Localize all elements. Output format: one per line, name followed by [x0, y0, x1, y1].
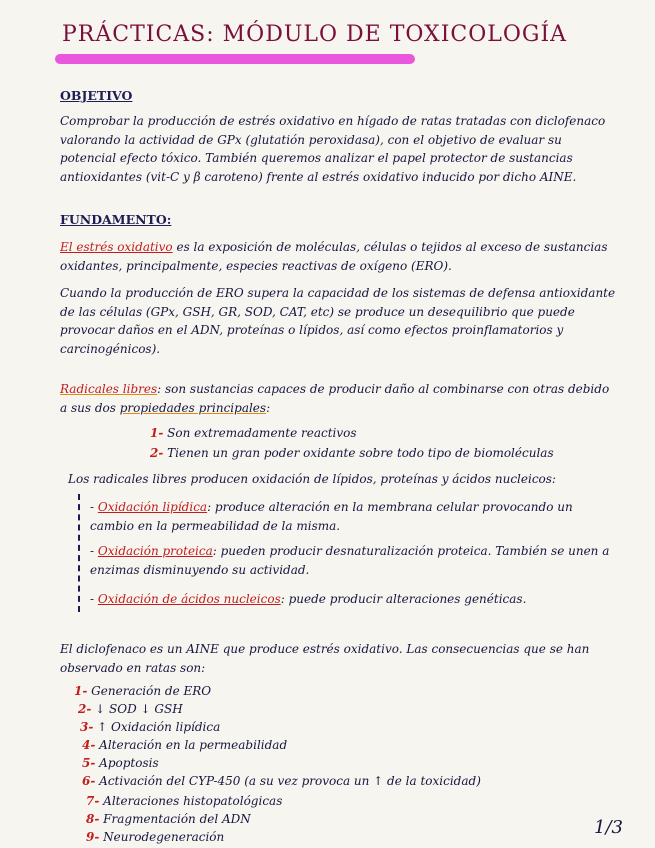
- radicales-libres-term: Radicales libres: [60, 382, 158, 396]
- oxidation-text: : produce alteración en la membrana celular provocando un cambio en la permeabilidad de la misma.: [90, 500, 573, 533]
- consequence-number: 9-: [86, 830, 100, 844]
- consequence-number: 8-: [86, 812, 100, 826]
- oxidation-term: Oxidación proteica: [97, 544, 213, 558]
- consequence-text: Fragmentación del ADN: [103, 812, 251, 826]
- consequence-text: ↓ SOD ↓ GSH: [95, 702, 183, 716]
- page-title: PRÁCTICAS: MÓDULO DE TOXICOLOGÍA: [62, 22, 568, 47]
- fundamento-p1-rest: es la exposición de moléculas, células o tejidos al exceso de sustancias oxidantes, principalmente, especies reactivas de oxígeno (ERO).: [60, 240, 608, 273]
- oxidation-nucleicos: - Oxidación de ácidos nucleicos: puede producir alteraciones genéticas.: [90, 592, 527, 606]
- consequence-number: 7-: [86, 794, 100, 808]
- consequence-number: 3-: [80, 720, 94, 734]
- oxidation-term: Oxidación de ácidos nucleicos: [97, 592, 281, 606]
- propiedades-term: propiedades principales: [119, 400, 267, 415]
- consequence-number: 2-: [78, 702, 92, 716]
- consequence-text: Activación del CYP-450 (a su vez provoca un ↑ de la toxicidad): [99, 774, 481, 788]
- consequence-number: 5-: [82, 756, 96, 770]
- consequence-number: 1-: [74, 684, 88, 698]
- consequence-text: ↑ Oxidación lipídica: [97, 720, 221, 734]
- oxidation-proteica: - Oxidación proteica: pueden producir desnaturalización proteica. También se unen a enzimas disminuyendo su actividad.: [90, 544, 610, 577]
- oxidation-text: : pueden producir desnaturalización proteica. También se unen a enzimas disminuyendo su actividad.: [90, 544, 610, 577]
- fundamento-p1: [60, 238, 617, 275]
- consequence-text: Neurodegeneración: [103, 830, 225, 844]
- consequence-item-2: [78, 702, 183, 716]
- property-item-1: [150, 426, 357, 440]
- objetivo-text: Comprobar la producción de estrés oxidativo en hígado de ratas tratadas con diclofenaco valorando la actividad de GPx (glutatión peroxidasa), con el objetivo de evaluar su potencial efecto tóxico. También queremos analizar el papel protector de sustancias antioxidantes (vit-C y β caroteno) frente al estrés oxidativo inducido por dicho AINE.: [60, 114, 606, 184]
- consequence-item-7: [86, 794, 282, 808]
- property-number: 1-: [150, 426, 164, 440]
- objetivo-heading: OBJETIVO: [60, 88, 133, 103]
- consequence-item-3: [80, 720, 220, 734]
- consequence-text: Apoptosis: [99, 756, 159, 770]
- consequence-text: Alteraciones histopatológicas: [103, 794, 283, 808]
- fundamento-heading: FUNDAMENTO:: [60, 212, 172, 227]
- consequence-number: 6-: [82, 774, 96, 788]
- radicales-paragraph: Radicales libres: son sustancias capaces de producir daño al combinarse con otras debido a sus dos propiedades principales:: [60, 382, 610, 415]
- consequence-item-6: [82, 774, 481, 788]
- diclofenaco-intro: El diclofenaco es un AINE que produce estrés oxidativo. Las consecuencias que se han observado en ratas son:: [60, 642, 590, 675]
- title-highlight: [55, 54, 415, 64]
- consequence-item-8: [86, 812, 251, 826]
- consequence-text: Generación de ERO: [91, 684, 212, 698]
- oxidation-text: : puede producir alteraciones genéticas.: [280, 592, 527, 606]
- consequence-item-9: [86, 830, 224, 844]
- oxidation-intro: Los radicales libres producen oxidación de lípidos, proteínas y ácidos nucleicos:: [68, 472, 556, 486]
- consequence-item-4: [82, 738, 287, 752]
- page-number: 1/3: [594, 817, 623, 838]
- oxidation-term: Oxidación lipídica: [97, 500, 208, 514]
- property-text: Tienen un gran poder oxidante sobre todo tipo de biomoléculas: [167, 446, 554, 460]
- consequence-text: Alteración en la permeabilidad: [99, 738, 288, 752]
- consequence-item-5: [82, 756, 159, 770]
- property-item-2: [150, 446, 554, 460]
- radicales-rest: : son sustancias capaces de producir daño al combinarse con otras debido a sus dos: [60, 382, 610, 415]
- consequence-number: 4-: [82, 738, 96, 752]
- oxidation-lipidica: - Oxidación lipídica: produce alteración en la membrana celular provocando un cambio en la permeabilidad de la misma.: [90, 500, 573, 533]
- fundamento-p2: Cuando la producción de ERO supera la capacidad de los sistemas de defensa antioxidante de las células (GPx, GSH, GR, SOD, CAT, etc) se produce un desequilibrio que puede provocar daños en el ADN, proteínas o lípidos, así como efectos proinflamatorios y carcinogénicos).: [60, 286, 616, 356]
- oxidation-bracket: [78, 494, 80, 612]
- estres-oxidativo-term: El estrés oxidativo: [60, 240, 173, 254]
- consequence-item-1: [74, 684, 211, 698]
- property-number: 2-: [150, 446, 164, 460]
- property-text: Son extremadamente reactivos: [167, 426, 357, 440]
